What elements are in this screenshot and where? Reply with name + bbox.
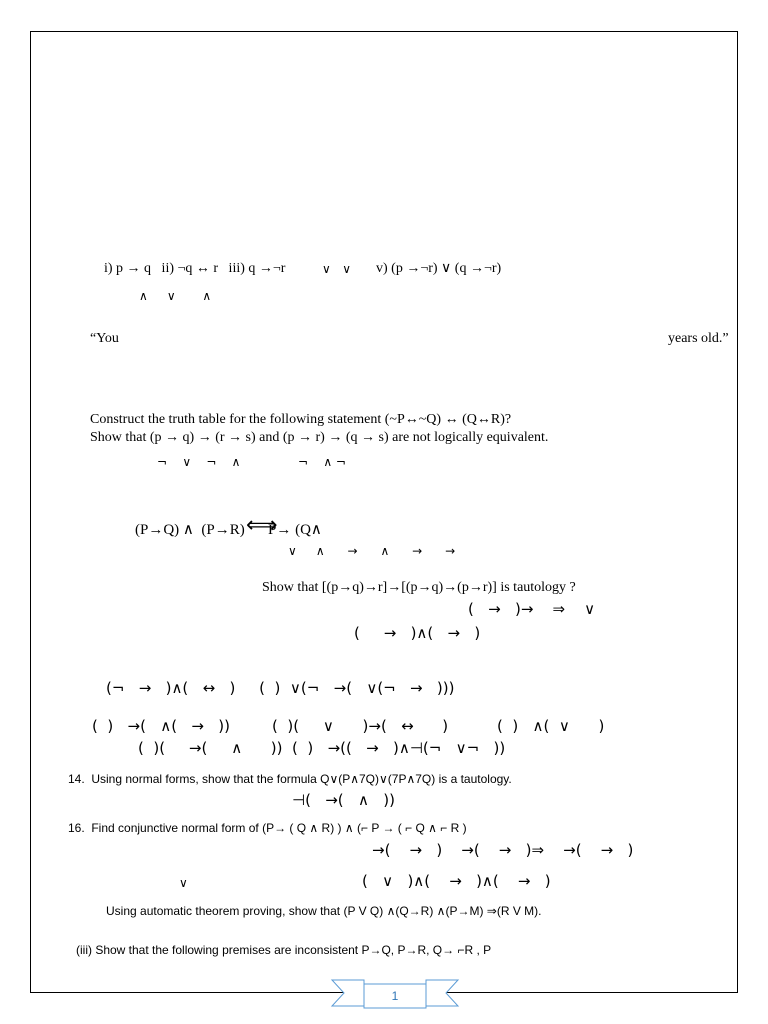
formula-expression: →( → ) →( → )⇒ →( → ) (372, 841, 634, 859)
question-line-implications: i) p → q ii) ¬q ↔ r iii) q →¬r (104, 261, 286, 276)
question-16: 16. Find conjunctive normal form of (P→ ( Q ∧ R) ) ∧ (⌐ P → ( ⌐ Q ∧ ⌐ R ) (68, 821, 467, 835)
formula-expression: (P→Q) ∧ (P→R) (135, 522, 245, 538)
question-line-v: v) (p →¬r) ∨ (q →¬r) (376, 261, 502, 276)
truth-table-question: Construct the truth table for the following statement (~P↔~Q) ↔ (Q↔R)? (90, 412, 512, 427)
connective-symbols: ( → )∧( → ) (354, 624, 481, 642)
page-number: 1 (391, 989, 399, 1003)
inconsistent-premises-question: (iii) Show that the following premises are inconsistent P→Q, P→R, Q→ ⌐R , P (76, 943, 492, 957)
connective-symbols: ∧ ∨ ∧ (139, 289, 212, 303)
question-14: 14. Using normal forms, show that the formula Q∨(P∧7Q)∨(7P∧7Q) is a tautology. (68, 772, 512, 786)
theorem-proving-question: Using automatic theorem proving, show that (P V Q) ∧(Q→R) ∧(P→M) ⇒(R V M). (106, 904, 542, 918)
formula-expression: ( )( →( ∧ )) ( ) →(( → )∧⊣(¬ ∨¬ )) (138, 739, 506, 757)
quote-end: years old.” (668, 331, 729, 346)
formula-expression: ( ∨ )∧( → )∧( → ) (362, 872, 551, 890)
connective-symbols: ¬ ∨ ¬ ∧ (157, 455, 241, 469)
formula-expression: ( ) ∧( ∨ ) (497, 717, 605, 735)
connective-symbols: ( → )→ ⇒ ∨ (468, 600, 596, 618)
formula-expression: ( ) →( ∧( → )) (92, 717, 230, 735)
formula-expression: ( )( ∨ )→( ↔ ) (272, 717, 449, 735)
connective-symbols: ∨ (179, 876, 188, 890)
formula-expression: P→ (Q∧ (268, 522, 322, 538)
connective-symbols: ∨ ∨ (322, 262, 352, 276)
equivalence-arrow-icon: ⟺ (246, 513, 278, 538)
connective-symbols: ∨ ∧ → ∧ → → (288, 544, 456, 558)
equivalence-question: Show that (p → q) → (r → s) and (p → r) → (q → s) are not logically equivalent. (90, 430, 549, 445)
tautology-question: Show that [(p→q)→r]→[(p→q)→(p→r)] is tautology ? (262, 580, 576, 595)
formula-expression: ⊣( →( ∧ )) (292, 791, 395, 809)
quote-start: “You (90, 331, 119, 346)
formula-expression: (¬ → )∧( ↔ ) ( ) ∨(¬ →( ∨(¬ → ))) (106, 679, 455, 697)
connective-symbols: ¬ ∧ ¬ (298, 455, 346, 469)
